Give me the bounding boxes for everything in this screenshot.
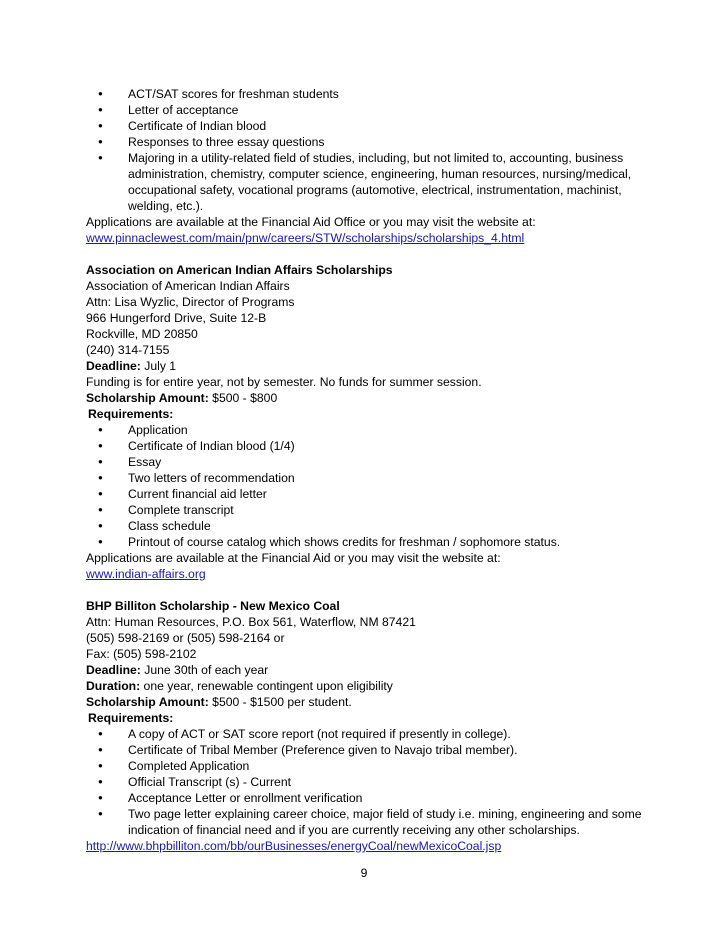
list-item: ● Certificate of Tribal Member (Preference given to Navajo tribal member).	[86, 742, 646, 758]
list-item: ● Current financial aid letter	[86, 486, 646, 502]
deadline-label: Deadline:	[86, 359, 141, 373]
indian-affairs-link[interactable]: www.indian-affairs.org	[86, 567, 206, 581]
list-item: ● Responses to three essay questions	[86, 134, 646, 150]
list-item: ● Application	[86, 422, 646, 438]
list-item: ● Completed Application	[86, 758, 646, 774]
city-state-zip: Rockville, MD 20850	[86, 327, 198, 341]
requirements-label: Requirements:	[88, 711, 174, 725]
section-title: Association on American Indian Affairs Scholarships	[86, 263, 393, 277]
duration-line	[86, 678, 646, 694]
section-title: BHP Billiton Scholarship - New Mexico Coal	[86, 599, 340, 613]
fax-number: Fax: (505) 598-2102	[86, 647, 197, 661]
organization-name: Association of American Indian Affairs	[86, 279, 290, 293]
phone-number: (240) 314-7155	[86, 343, 170, 357]
requirements-list	[86, 726, 646, 838]
duration-value: one year, renewable contingent upon eligibility	[140, 679, 393, 693]
deadline-line	[86, 662, 646, 678]
street-address: 966 Hungerford Drive, Suite 12-B	[86, 311, 267, 325]
list-item: ● Certificate of Indian blood	[86, 118, 646, 134]
bhpbilliton-link[interactable]: http://www.bhpbilliton.com/bb/ourBusinesses/energyCoal/newMexicoCoal.jsp	[86, 839, 502, 853]
list-item: ● Letter of acceptance	[86, 102, 646, 118]
amount-label: Scholarship Amount:	[86, 391, 209, 405]
list-item: ● A copy of ACT or SAT score report (not required if presently in college).	[86, 726, 646, 742]
list-item: ● Official Transcript (s) - Current	[86, 774, 646, 790]
pinnaclewest-link[interactable]: www.pinnaclewest.com/main/pnw/careers/STW/scholarships/scholarships_4.html	[86, 231, 525, 245]
amount-value: $500 - $800	[208, 391, 278, 405]
attention-line: Attn: Human Resources, P.O. Box 561, Waterflow, NM 87421	[86, 615, 416, 629]
phone-numbers: (505) 598-2169 or (505) 598-2164 or	[86, 631, 285, 645]
requirements-list	[86, 422, 646, 550]
list-item: ● Majoring in a utility-related field of studies, including, but not limited to, accounting, business administration, chemistry, computer science, engineering, human resources, nursing/medical, occupational safety, vocational programs (automotive, electrical, instrumentation, machinist, welding, etc.).	[86, 150, 646, 214]
requirements-label: Requirements:	[88, 407, 174, 421]
list-item: ● Complete transcript	[86, 502, 646, 518]
amount-value: $500 - $1500 per student.	[208, 695, 352, 709]
deadline-value: July 1	[140, 359, 177, 373]
availability-text: Applications are available at the Financial Aid or you may visit the website at:	[86, 551, 501, 565]
duration-label: Duration:	[86, 679, 141, 693]
availability-text: Applications are available at the Financial Aid Office or you may visit the website at:	[86, 215, 536, 229]
list-item: ● Certificate of Indian blood (1/4)	[86, 438, 646, 454]
deadline-value: June 30th of each year	[140, 663, 269, 677]
list-item: ● ACT/SAT scores for freshman students	[86, 86, 646, 102]
eligibility-list	[86, 86, 646, 214]
page-number: 9	[360, 866, 368, 880]
list-item: ● Class schedule	[86, 518, 646, 534]
list-item: ● Two letters of recommendation	[86, 470, 646, 486]
deadline-line	[86, 358, 646, 374]
attention-line: Attn: Lisa Wyzlic, Director of Programs	[86, 295, 295, 309]
list-item: ● Printout of course catalog which shows credits for freshman / sophomore status.	[86, 534, 646, 550]
list-item: ● Acceptance Letter or enrollment verification	[86, 790, 646, 806]
list-item: ● Essay	[86, 454, 646, 470]
amount-line	[86, 390, 646, 406]
list-item: ● Two page letter explaining career choice, major field of study i.e. mining, engineering and some indication of financial need and if you are currently receiving any other scholarships.	[86, 806, 646, 838]
funding-note: Funding is for entire year, not by semester. No funds for summer session.	[86, 375, 482, 389]
amount-label: Scholarship Amount:	[86, 695, 209, 709]
page-content	[86, 86, 646, 854]
deadline-label: Deadline:	[86, 663, 141, 677]
amount-line	[86, 694, 646, 710]
